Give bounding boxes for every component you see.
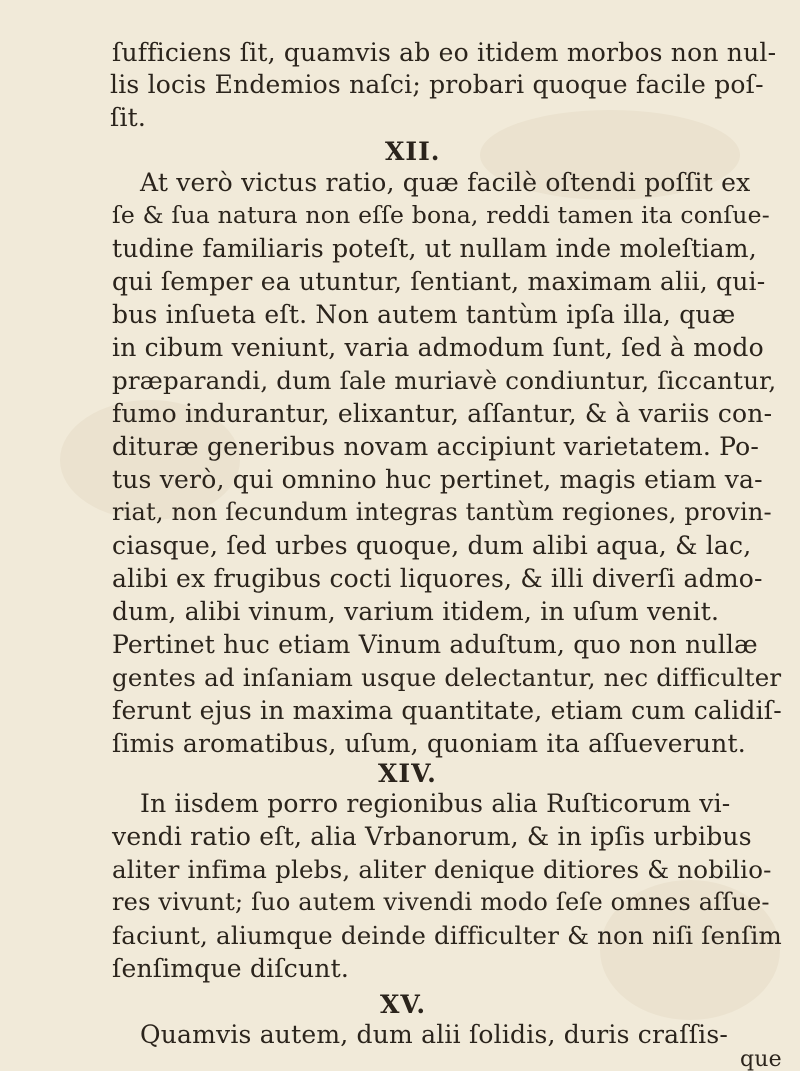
text-line: que [740,1047,782,1071]
text-line: ſit. [110,103,147,132]
text-line: dum, alibi vinum, varium itidem, in uſum venit. [112,597,720,626]
text-line: dituræ generibus novam accipiunt varietatem. Po- [112,432,760,461]
text-line: vendi ratio eſt, alia Vrbanorum, & in ipſis urbibus [112,822,752,851]
section-heading: XV. [380,990,427,1019]
text-line: ferunt ejus in maxima quantitate, etiam cum calidiſ- [112,696,782,725]
section-heading: XIV. [378,759,437,788]
text-line: Quamvis autem, dum alii ſolidis, duris craſſis- [140,1020,729,1049]
text-line: præparandi, dum ſale muriavè condiuntur, ſiccantur, [112,366,777,395]
text-line: alibi ex frugibus cocti liquores, & illi diverſi admo- [112,564,763,593]
text-line: Pertinet huc etiam Vinum aduſtum, quo non nullæ [112,630,758,659]
text-line: tudine familiaris poteſt, ut nullam inde moleſtiam, [112,234,757,263]
text-line: tus verò, qui omnino huc pertinet, magis etiam va- [112,465,763,494]
text-line: gentes ad inſaniam usque delectantur, nec difficulter [112,663,782,692]
text-line: ſe & ſua natura non eſſe bona, reddi tamen ita conſue- [112,201,770,229]
text-line: ſenſimque diſcunt. [112,954,349,983]
text-line: ſimis aromatibus, uſum, quoniam ita aſſueverunt. [112,729,746,758]
text-line: in cibum veniunt, varia admodum ſunt, ſed à modo [112,333,764,362]
text-line: faciunt, aliumque deinde difficulter & non niſi ſenſim [112,921,782,950]
text-line: lis locis Endemios naſci; probari quoque facile poſ- [110,70,764,99]
text-line: fumo indurantur, elixantur, aſſantur, & à variis con- [112,399,773,428]
text-line: riat, non ſecundum integras tantùm regiones, provin- [112,498,772,526]
text-line: ſufficiens ſit, quamvis ab eo itidem morbos non nul- [112,38,777,67]
text-line: In iisdem porro regionibus alia Ruſticorum vi- [140,789,731,818]
text-line: At verò victus ratio, quæ facilè oſtendi poſſit ex [140,168,751,197]
text-line: qui ſemper ea utuntur, ſentiant, maximam alii, qui- [112,267,766,296]
text-line: res vivunt; ſuo autem vivendi modo ſeſe omnes aſſue- [112,888,770,916]
text-line: bus inſueta eſt. Non autem tantùm ipſa illa, quæ [112,300,736,329]
text-line: ciasque, ſed urbes quoque, dum alibi aqua, & lac, [112,531,752,560]
text-line: aliter infima plebs, aliter denique ditiores & nobilio- [112,855,772,884]
section-heading: XII. [385,137,441,166]
